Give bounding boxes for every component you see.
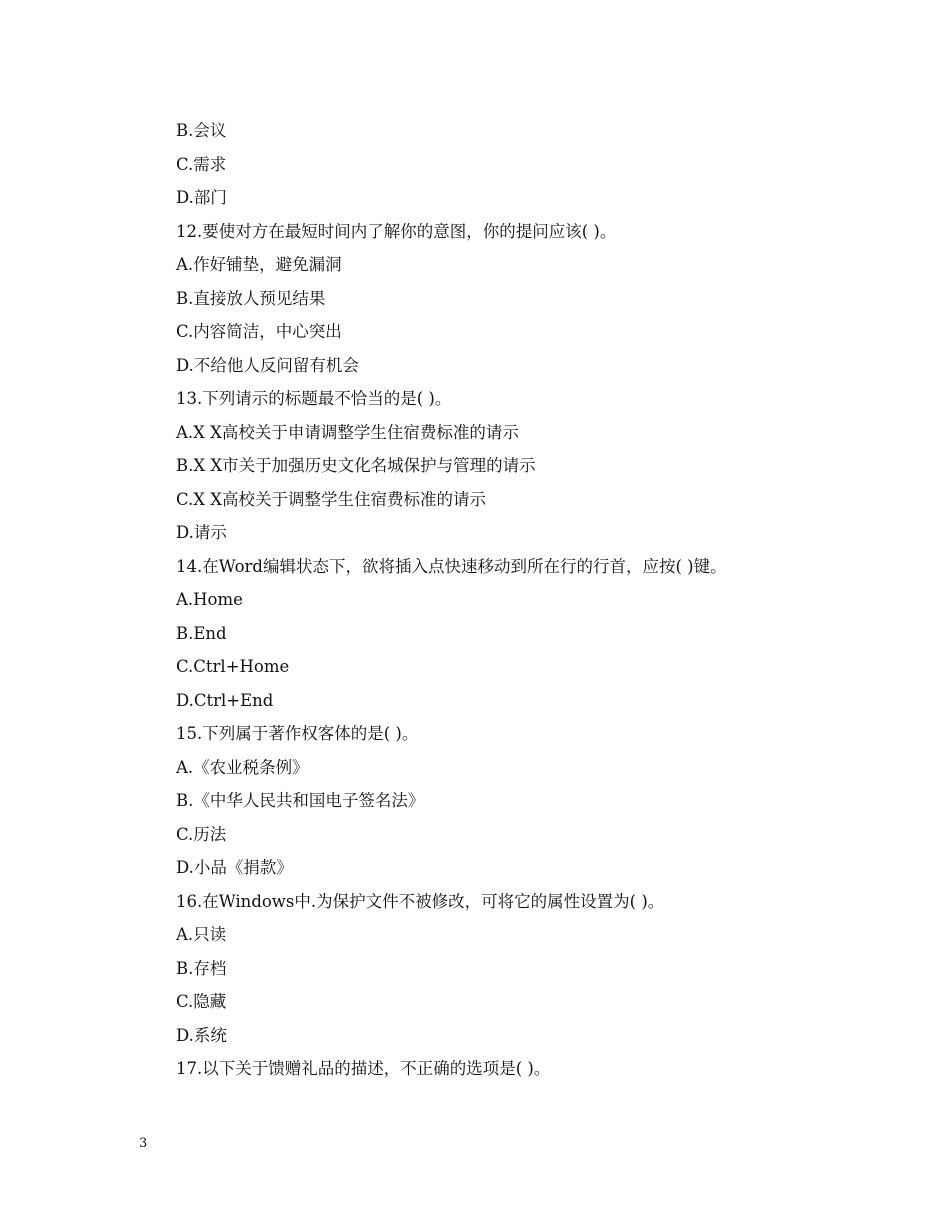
- question-line: 12.要使对方在最短时间内了解你的意图，你的提问应该( )。: [176, 221, 617, 241]
- option-line: C.历法: [176, 824, 227, 844]
- option-line: D.请示: [176, 523, 227, 542]
- option-line: B.会议: [176, 121, 227, 140]
- option-line: B.《中华人民共和国电子签名法》: [176, 791, 425, 810]
- document-body: [176, 114, 876, 1086]
- page-number: 3: [139, 1136, 148, 1151]
- option-line: A.只读: [176, 925, 227, 944]
- option-line: C.隐藏: [176, 992, 227, 1011]
- option-line: A.作好铺垫，避免漏洞: [176, 255, 342, 274]
- option-line: C.需求: [176, 154, 227, 174]
- option-line: A.Home: [176, 590, 243, 609]
- question-line: 17.以下关于馈赠礼品的描述，不正确的选项是( )。: [176, 1059, 551, 1078]
- option-line: B.直接放人预见结果: [176, 288, 326, 308]
- option-line: D.不给他人反问留有机会: [176, 355, 359, 375]
- option-line: B.X X市关于加强历史文化名城保护与管理的请示: [176, 456, 536, 475]
- option-line: B.End: [176, 623, 227, 643]
- question-line: 14.在Word编辑状态下，欲将插入点快速移动到所在行的行首，应按( )键。: [176, 556, 727, 576]
- question-line: 16.在Windows中.为保护文件不被修改，可将它的属性设置为( )。: [176, 891, 665, 911]
- option-line: A.X X高校关于申请调整学生住宿费标准的请示: [176, 422, 519, 442]
- question-line: 13.下列请示的标题最不恰当的是( )。: [176, 389, 452, 408]
- option-line: B.存档: [176, 958, 227, 978]
- question-line: 15.下列属于著作权客体的是( )。: [176, 724, 419, 743]
- option-line: D.部门: [176, 188, 227, 207]
- option-line: A.《农业税条例》: [176, 757, 309, 777]
- option-line: D.Ctrl+End: [176, 690, 274, 710]
- option-line: D.小品《捐款》: [176, 858, 293, 877]
- option-line: C.Ctrl+Home: [176, 657, 290, 676]
- option-line: D.系统: [176, 1025, 227, 1045]
- option-line: C.内容简洁，中心突出: [176, 322, 342, 341]
- option-line: C.X X高校关于调整学生住宿费标准的请示: [176, 489, 487, 509]
